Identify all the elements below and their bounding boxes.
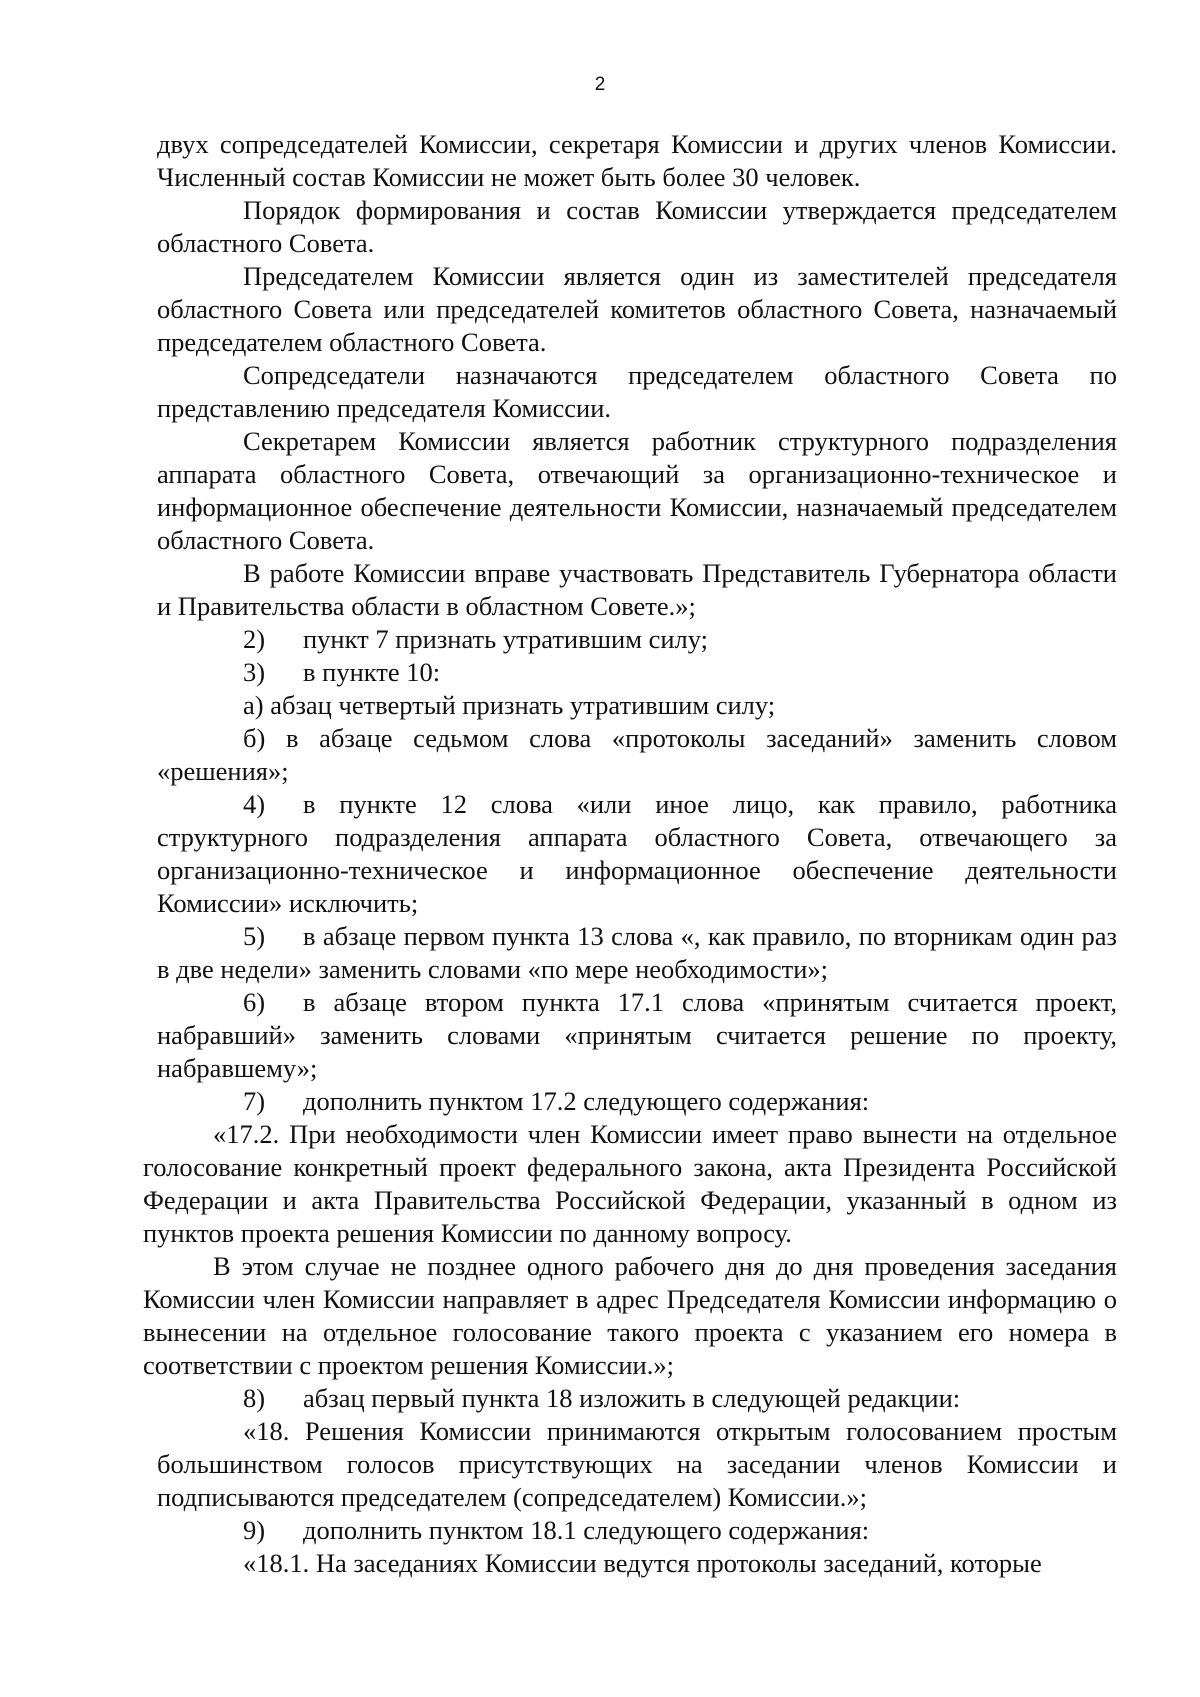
item-text: в абзаце первом пункта 13 слова «, как правило, по вторникам один раз в две недели» заменить словами «по мере необходимости»;	[157, 921, 1117, 984]
item-text: абзац первый пункта 18 изложить в следующей редакции:	[303, 1383, 961, 1413]
paragraph: Председателем Комиссии является один из заместителей председателя областного Совета или председателей комитетов областного Совета, назначаемый председателем областного Совета.	[157, 261, 1117, 357]
item-text: в пункте 10:	[303, 657, 441, 687]
list-item	[157, 1514, 1117, 1547]
item-text: дополнить пунктом 17.2 следующего содержания:	[303, 1086, 870, 1116]
item-number: 5)	[243, 921, 266, 951]
item-number: 3)	[243, 657, 266, 687]
item-text: пункт 7 признать утратившим силу;	[303, 624, 709, 654]
item-number: 6)	[243, 987, 266, 1017]
page-number: 2	[594, 74, 606, 95]
item-number: 7)	[243, 1086, 266, 1116]
paragraph: б) в абзаце седьмом слова «протоколы заседаний» заменить словом «решения»;	[157, 723, 1117, 786]
item-text: в пункте 12 слова «или иное лицо, как правило, работника структурного подразделения аппарата областного Совета, отвечающего за организационно-техническое и информационное обеспечение деятельности Комиссии» исключить;	[157, 789, 1117, 918]
list-item	[157, 656, 1117, 689]
paragraph: а) абзац четвертый признать утратившим силу;	[243, 690, 776, 720]
document-body	[143, 128, 1117, 1580]
quoted-paragraph: «18. Решения Комиссии принимаются открытым голосованием простым большинством голосов присутствующих на заседании членов Комиссии и подписываются председателем (сопредседателем) Комиссии.»;	[157, 1416, 1117, 1512]
paragraph: двух сопредседателей Комиссии, секретаря Комиссии и других членов Комиссии. Численный состав Комиссии не может быть более 30 человек.	[157, 129, 1117, 192]
item-number: 2)	[243, 624, 266, 654]
item-text: в абзаце втором пункта 17.1 слова «принятым считается проект, набравший» заменить словами «принятым считается решение по проекту, набравшему»;	[157, 987, 1117, 1083]
paragraph: Порядок формирования и состав Комиссии утверждается председателем областного Совета.	[157, 195, 1117, 258]
quoted-paragraph: «18.1. На заседаниях Комиссии ведутся протоколы заседаний, которые	[243, 1548, 1042, 1578]
item-text: дополнить пунктом 18.1 следующего содержания:	[303, 1515, 870, 1545]
list-item	[157, 920, 1117, 986]
quoted-paragraph: «17.2. При необходимости член Комиссии имеет право вынести на отдельное голосование конкретный проект федерального закона, акта Президента Российской Федерации и акта Правительства Российской Федерации, указанный в одном из пунктов проекта решения Комиссии по данному вопросу.	[143, 1119, 1117, 1248]
paragraph: В работе Комиссии вправе участвовать Представитель Губернатора области и Правительства области в областном Совете.»;	[157, 558, 1117, 621]
quoted-paragraph: В этом случае не позднее одного рабочего дня до дня проведения заседания Комиссии член Комиссии направляет в адрес Председателя Комиссии информацию о вынесении на отдельное голосование такого проекта с указанием его номера в соответствии с проектом решения Комиссии.»;	[143, 1251, 1117, 1380]
item-number: 4)	[243, 789, 266, 819]
list-item	[157, 986, 1117, 1085]
paragraph: Секретарем Комиссии является работник структурного подразделения аппарата областного Совета, отвечающий за организационно-техническое и информационное обеспечение деятельности Комиссии, назначаемый председателем областного Совета.	[157, 426, 1117, 555]
list-item	[157, 788, 1117, 920]
list-item	[157, 623, 1117, 656]
paragraph: Сопредседатели назначаются председателем областного Совета по представлению председателя Комиссии.	[157, 360, 1117, 423]
item-number: 8)	[243, 1383, 266, 1413]
item-number: 9)	[243, 1515, 266, 1545]
list-item	[157, 1382, 1117, 1415]
list-item	[157, 1085, 1117, 1118]
